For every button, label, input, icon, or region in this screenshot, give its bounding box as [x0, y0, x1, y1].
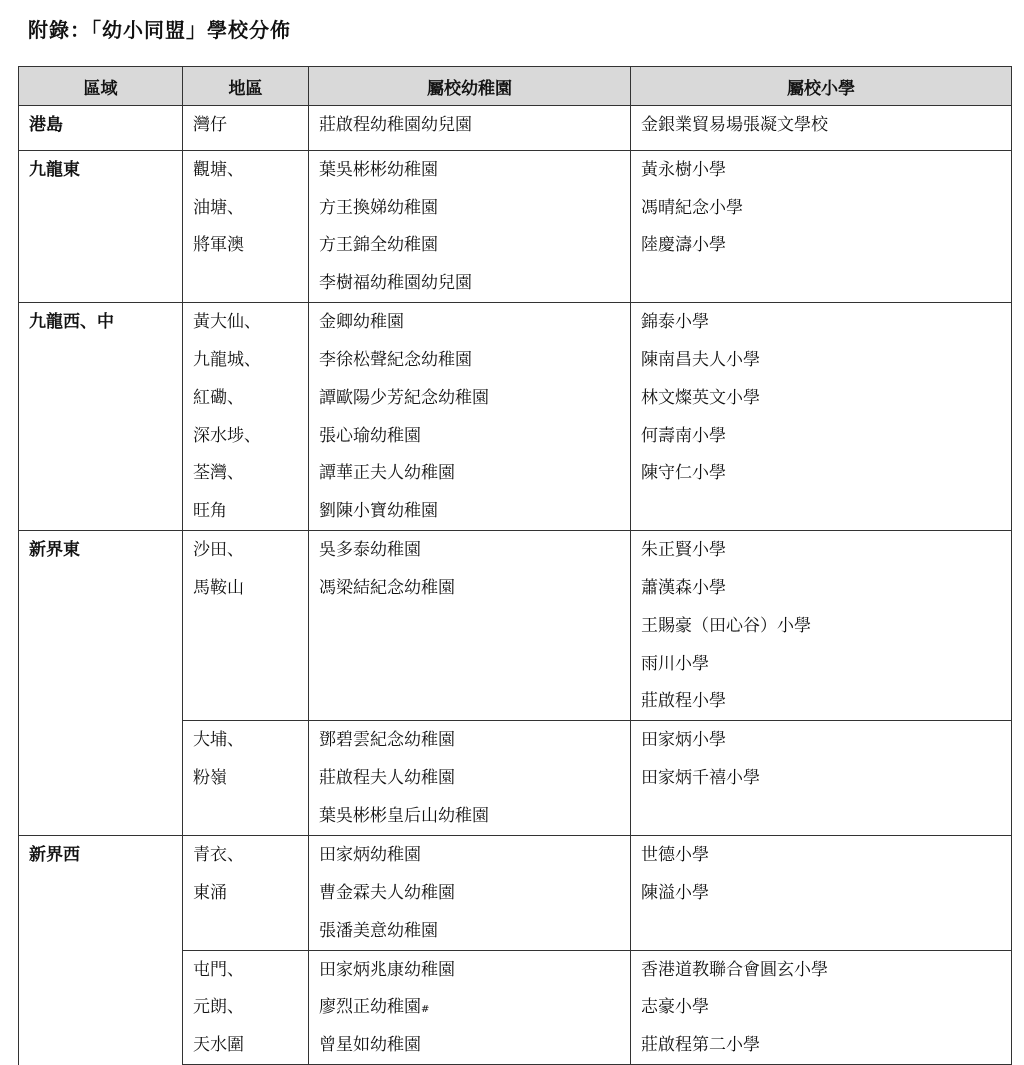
footnote-mark: # — [421, 1004, 430, 1016]
district-name: 深水埗、 — [193, 425, 261, 446]
region-name: 九龍東 — [29, 159, 80, 180]
table-row — [19, 303, 1012, 531]
primary-school-name: 香港道教聯合會圓玄小學 — [641, 959, 828, 980]
empty-line — [193, 688, 298, 720]
district-name: 油塘、 — [193, 197, 244, 218]
kindergarten-name: 方王換娣幼稚園 — [319, 197, 438, 218]
kindergarten-name: 曹金霖夫人幼稚園 — [319, 882, 455, 903]
primary-cell — [631, 721, 1012, 836]
primary-school-name: 林文燦英文小學 — [641, 387, 760, 408]
district-cell — [183, 531, 309, 721]
primary-school-name: 何壽南小學 — [641, 425, 726, 446]
header-primary: 屬校小學 — [631, 67, 1012, 106]
primary-school-name: 莊啟程小學 — [641, 691, 726, 712]
kindergarten-cell — [309, 950, 631, 1065]
table-row — [19, 106, 1012, 151]
school-distribution-table — [18, 66, 1012, 1065]
page-title: 附錄：「幼小同盟」學校分佈 — [28, 18, 291, 42]
primary-cell — [631, 106, 1012, 151]
primary-school-name: 雨川小學 — [641, 653, 709, 674]
region-cell — [19, 835, 183, 1064]
district-name: 黃大仙、 — [193, 312, 261, 333]
table-body — [19, 106, 1012, 1065]
district-cell — [183, 303, 309, 531]
district-name: 灣仔 — [193, 115, 227, 135]
district-name: 九龍城、 — [193, 349, 261, 370]
district-cell — [183, 950, 309, 1065]
district-name: 粉嶺 — [193, 768, 227, 789]
empty-line — [193, 918, 298, 950]
kindergarten-name: 葉吳彬彬幼稚園 — [319, 159, 438, 180]
kindergarten-name: 劉陳小寶幼稚園 — [319, 501, 438, 522]
district-name: 馬鞍山 — [193, 577, 244, 598]
district-name: 青衣、 — [193, 844, 244, 865]
kindergarten-name: 吳多泰幼稚園 — [319, 540, 421, 561]
kindergarten-name: 廖烈正幼稚園# — [319, 997, 430, 1018]
district-name: 紅磡、 — [193, 387, 244, 408]
primary-school-name: 黃永樹小學 — [641, 159, 726, 180]
region-name: 九龍西、中 — [29, 312, 114, 333]
region-name: 港島 — [29, 115, 63, 135]
kindergarten-name: 張潘美意幼稚園 — [319, 920, 438, 941]
table-row — [19, 150, 1012, 302]
primary-school-name: 朱正賢小學 — [641, 540, 726, 561]
kindergarten-cell — [309, 531, 631, 721]
district-name: 荃灣、 — [193, 463, 244, 484]
kindergarten-name: 莊啟程幼稚園幼兒園 — [319, 115, 472, 135]
table-header-row — [19, 67, 1012, 106]
primary-cell — [631, 531, 1012, 721]
district-name: 沙田、 — [193, 540, 244, 561]
primary-school-name: 陳守仁小學 — [641, 463, 726, 484]
empty-line — [319, 688, 620, 720]
empty-line — [319, 613, 620, 651]
primary-school-name: 世德小學 — [641, 844, 709, 865]
district-cell — [183, 835, 309, 950]
kindergarten-name: 金卿幼稚園 — [319, 312, 404, 333]
district-name: 將軍澳 — [193, 235, 244, 256]
region-cell — [19, 150, 183, 302]
header-kindergarten: 屬校幼稚園 — [309, 67, 631, 106]
kindergarten-name: 田家炳兆康幼稚園 — [319, 959, 455, 980]
primary-school-name: 金銀業貿易場張凝文學校 — [641, 115, 828, 135]
primary-school-name: 田家炳小學 — [641, 730, 726, 751]
kindergarten-cell — [309, 303, 631, 531]
district-name: 觀塘、 — [193, 159, 244, 180]
region-name: 新界西 — [29, 844, 80, 865]
kindergarten-name: 田家炳幼稚園 — [319, 844, 421, 865]
empty-line — [641, 498, 1001, 530]
primary-school-name: 蕭漢森小學 — [641, 577, 726, 598]
primary-cell — [631, 835, 1012, 950]
empty-line — [193, 270, 298, 302]
kindergarten-name: 鄧碧雲紀念幼稚園 — [319, 730, 455, 751]
kindergarten-cell — [309, 150, 631, 302]
kindergarten-name: 莊啟程夫人幼稚園 — [319, 768, 455, 789]
empty-line — [641, 918, 1001, 950]
region-cell — [19, 106, 183, 151]
district-name: 大埔、 — [193, 730, 244, 751]
kindergarten-name: 曾星如幼稚園 — [319, 1035, 421, 1056]
region-cell — [19, 303, 183, 531]
primary-school-name: 陳溢小學 — [641, 882, 709, 903]
kindergarten-name: 方王錦全幼稚園 — [319, 235, 438, 256]
district-name: 東涌 — [193, 882, 227, 903]
district-cell — [183, 150, 309, 302]
kindergarten-name: 譚華正夫人幼稚園 — [319, 463, 455, 484]
table-row — [19, 835, 1012, 950]
kindergarten-cell — [309, 106, 631, 151]
empty-line — [319, 651, 620, 689]
primary-school-name: 陸慶濤小學 — [641, 235, 726, 256]
kindergarten-name: 譚歐陽少芳紀念幼稚園 — [319, 387, 489, 408]
header-region: 區域 — [19, 67, 183, 106]
primary-school-name: 陳南昌夫人小學 — [641, 349, 760, 370]
primary-school-name: 志豪小學 — [641, 997, 709, 1018]
kindergarten-name: 張心瑜幼稚園 — [319, 425, 421, 446]
primary-cell — [631, 950, 1012, 1065]
region-cell — [19, 531, 183, 836]
district-cell — [183, 106, 309, 151]
primary-cell — [631, 303, 1012, 531]
district-name: 屯門、 — [193, 959, 244, 980]
district-name: 旺角 — [193, 501, 227, 522]
empty-line — [641, 803, 1001, 835]
table-row — [19, 531, 1012, 721]
kindergarten-name: 葉吳彬彬皇后山幼稚園 — [319, 805, 489, 826]
kindergarten-name: 李徐松聲紀念幼稚園 — [319, 349, 472, 370]
kindergarten-cell — [309, 721, 631, 836]
empty-line — [193, 803, 298, 835]
district-name: 天水圍 — [193, 1035, 244, 1056]
primary-school-name: 王賜豪（田心谷）小學 — [641, 615, 811, 636]
primary-school-name: 馮晴紀念小學 — [641, 197, 743, 218]
region-name: 新界東 — [29, 540, 80, 561]
district-name: 元朗、 — [193, 997, 244, 1018]
kindergarten-name: 馮梁結紀念幼稚園 — [319, 577, 455, 598]
primary-cell — [631, 150, 1012, 302]
header-district: 地區 — [183, 67, 309, 106]
kindergarten-cell — [309, 835, 631, 950]
primary-school-name: 田家炳千禧小學 — [641, 768, 760, 789]
primary-school-name: 莊啟程第二小學 — [641, 1035, 760, 1056]
empty-line — [641, 270, 1001, 302]
primary-school-name: 錦泰小學 — [641, 312, 709, 333]
empty-line — [193, 651, 298, 689]
kindergarten-name: 李樹福幼稚園幼兒園 — [319, 273, 472, 294]
district-cell — [183, 721, 309, 836]
empty-line — [193, 613, 298, 651]
